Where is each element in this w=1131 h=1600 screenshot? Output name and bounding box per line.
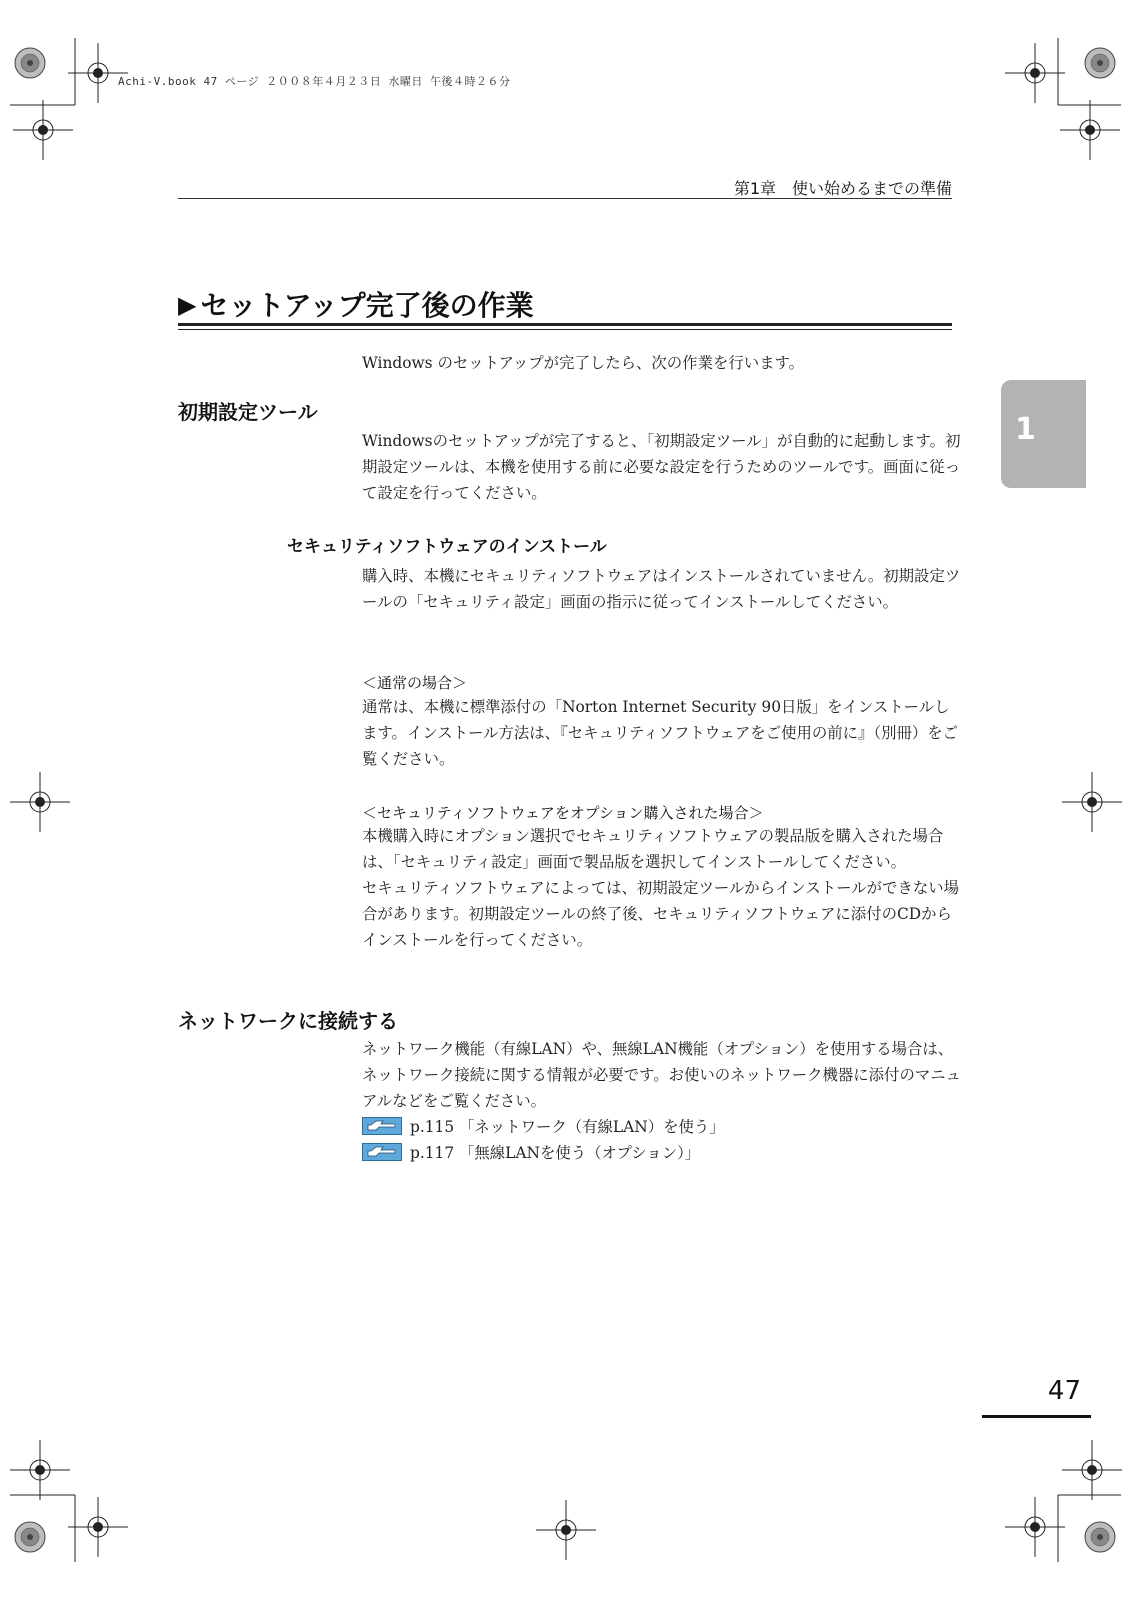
heading-option-case: ＜セキュリティソフトウェアをオプション購入された場合＞ [362,804,764,822]
running-head: 第1章 使い始めるまでの準備 [733,179,952,198]
heading-initial-setup: 初期設定ツール [178,400,318,424]
normal-case-paragraph: 通常は、本機に標準添付の「Norton Internet Security 90日版」をインストールします。インストール方法は、『セキュリティソフトウェアをご使用の前に』（別冊）をご覧ください。 [362,698,959,768]
section-title [178,284,534,324]
heading-security-install: セキュリティソフトウェアのインストール [287,537,607,557]
reference-link[interactable] [362,1113,725,1139]
header-rule [178,198,952,199]
section-title-text: セットアップ完了後の作業 [200,289,534,322]
pointing-hand-icon [362,1117,402,1135]
security-paragraph: 購入時、本機にセキュリティソフトウェアはインストールされていません。初期設定ツールの「セキュリティ設定」画面の指示に従ってインストールしてください。 [362,567,961,611]
heading-network: ネットワークに接続する [178,1009,398,1033]
title-rule-thick [178,323,952,326]
initial-setup-paragraph: Windowsのセットアップが完了すると、「初期設定ツール」が自動的に起動します。初期設定ツールは、本機を使用する前に必要な設定を行うためのツールです。画面に従って設定を行ってください。 [362,432,961,502]
heading-normal-case: ＜通常の場合＞ [362,674,468,692]
option-case-paragraph-2: セキュリティソフトウェアによっては、初期設定ツールからインストールができない場合があります。初期設定ツールの終了後、セキュリティソフトウェアに添付のCDからインストールを行ってください。 [362,879,960,949]
page-number: 47 [1047,1376,1081,1406]
option-case-paragraph-1: 本機購入時にオプション選択でセキュリティソフトウェアの製品版を購入された場合は、「セキュリティ設定」画面で製品版を選択してインストールしてください。 [362,827,944,871]
reference-text: p.117 「無線LANを使う（オプション）」 [410,1144,701,1162]
reference-list [362,1113,725,1165]
page-number-rule [982,1415,1091,1418]
option-case-paragraphs [362,823,962,953]
chapter-tab [1001,380,1086,488]
triangle-icon: ▶ [178,291,197,319]
chapter-tab-number: 1 [1015,412,1036,447]
network-paragraph: ネットワーク機能（有線LAN）や、無線LAN機能（オプション）を使用する場合は、ネットワーク接続に関する情報が必要です。お使いのネットワーク機器に添付のマニュアルなどをご覧ください。 [362,1040,962,1110]
reference-link[interactable] [362,1139,725,1165]
intro-paragraph: Windows のセットアップが完了したら、次の作業を行います。 [362,354,805,372]
reference-text: p.115 「ネットワーク（有線LAN）を使う」 [410,1118,725,1136]
print-info-line: Achi-V.book 47 ページ ２００８年４月２３日 水曜日 午後４時２６分 [118,75,511,88]
title-rule-thin [178,329,952,330]
pointing-hand-icon [362,1143,402,1161]
